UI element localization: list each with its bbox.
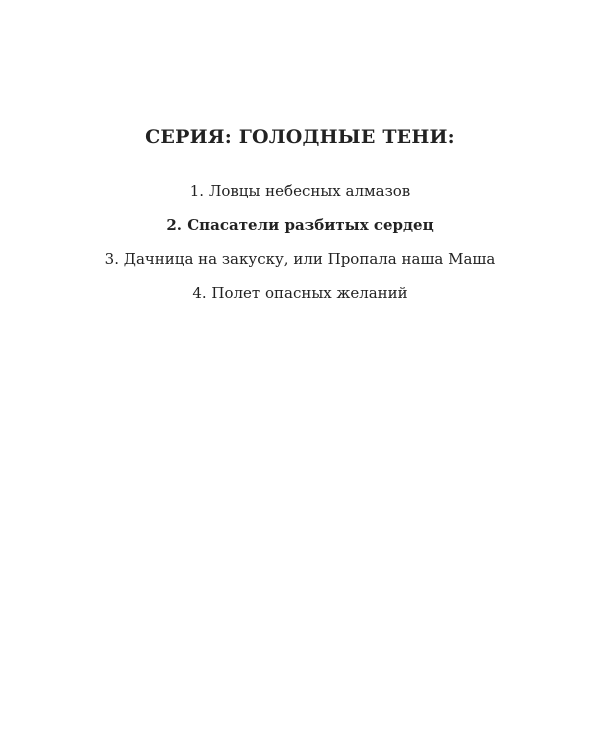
book-list-item-current: 2. Спасатели разбитых сердец [166, 216, 434, 234]
book-list-item: 4. Полет опасных желаний [192, 284, 408, 302]
book-list-item: 1. Ловцы небесных алмазов [189, 182, 411, 200]
series-title: СЕРИЯ: ГОЛОДНЫЕ ТЕНИ: [145, 126, 455, 148]
series-book-list [0, 180, 600, 316]
book-list-item: 3. Дачница на закуску, или Пропала наша Маша [104, 250, 496, 268]
